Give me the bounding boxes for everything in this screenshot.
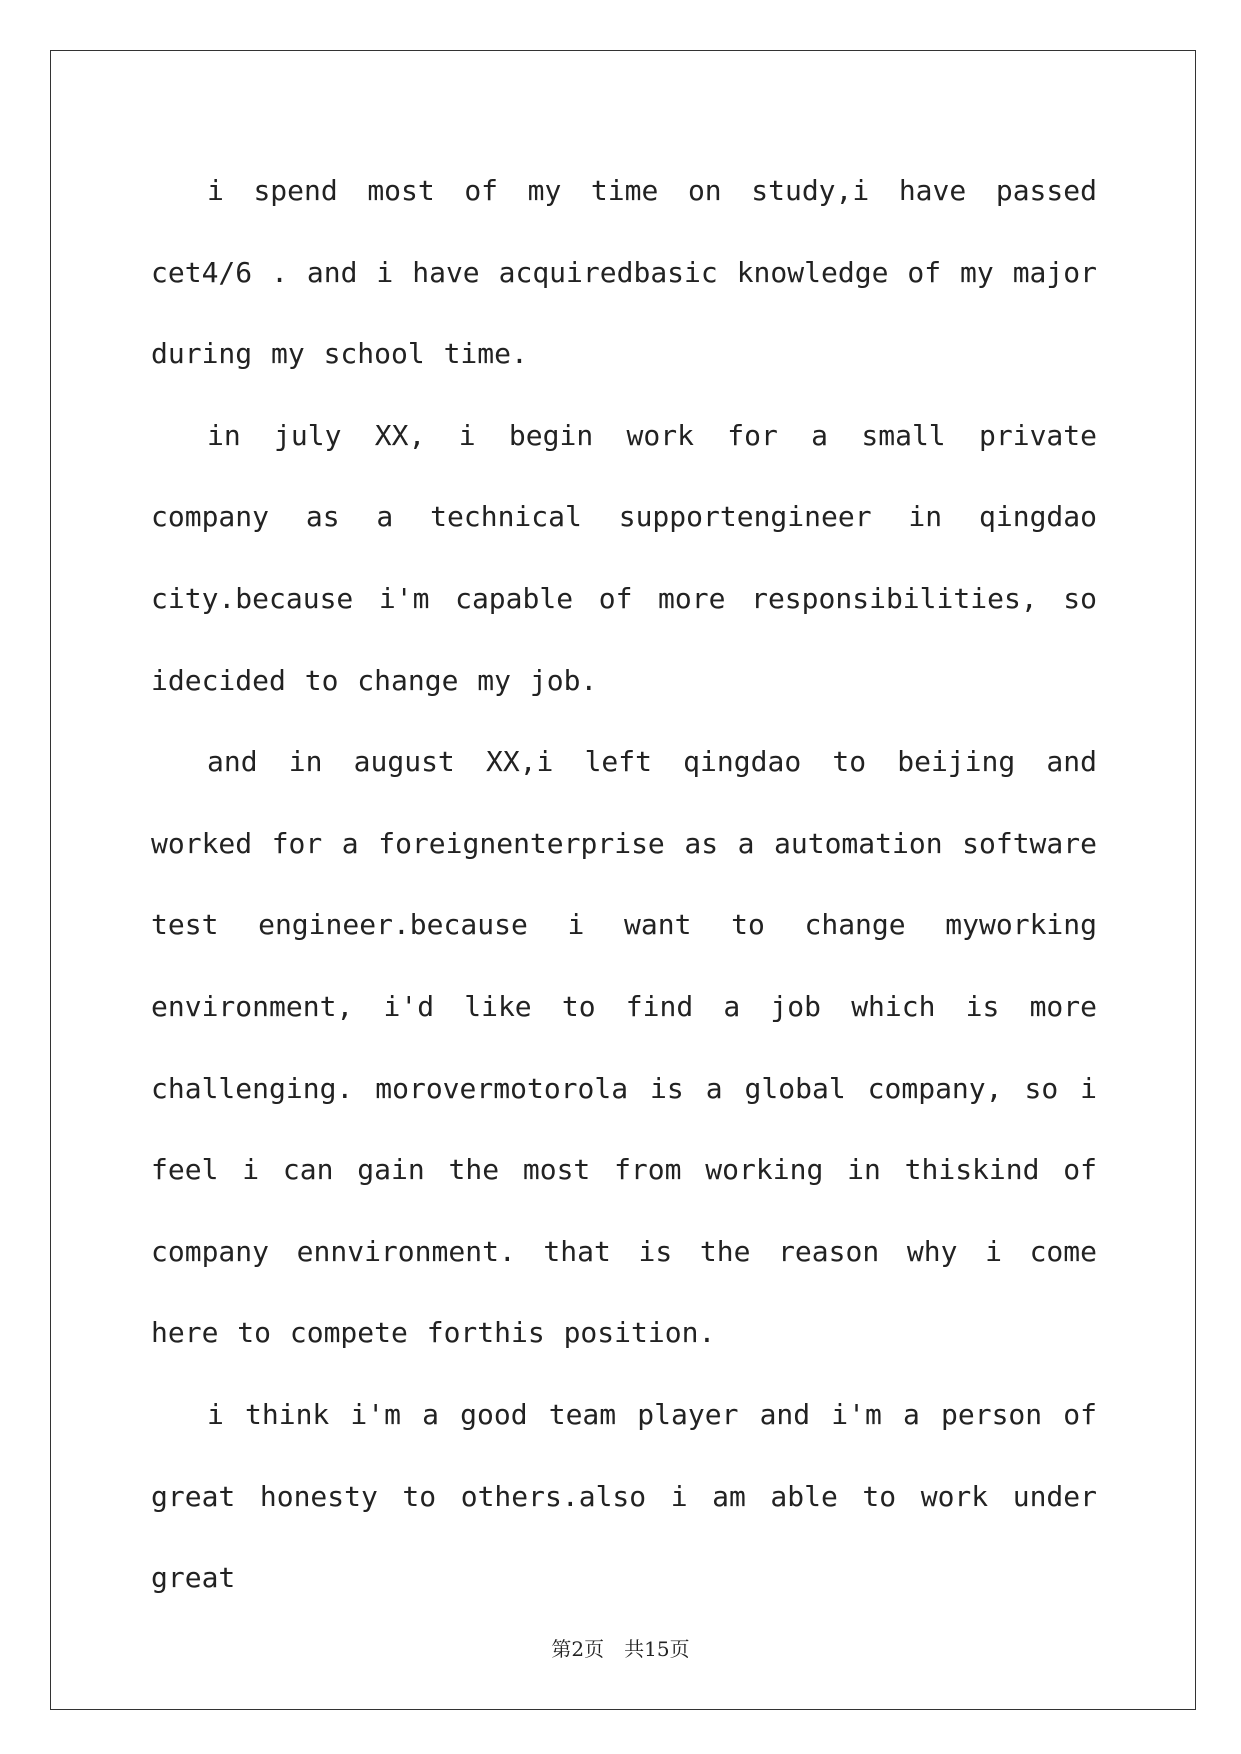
page-number-footer: 第2页 共15页 — [551, 1637, 690, 1661]
paragraph-2: in july XX, i begin work for a small private company as a technical supportengineer in qingdao city.because i'm capable of more responsibilities, so idecided to change my job. — [151, 418, 1097, 697]
paragraph-4: i think i'm a good team player and i'm a person of great honesty to others.also i am able to work under great — [151, 1397, 1097, 1595]
paragraph-3: and in august XX,i left qingdao to beijing and worked for a foreignenterprise as a automation software test engineer.because i want to change myworking environment, i'd like to find a job which is more challenging. morovermotorola is a global company, so i feel i can gain the most from working in thiskind of company ennvironment. that is the reason why i come here to compete forthis position. — [151, 745, 1097, 1350]
document-body — [151, 150, 1097, 1619]
paragraph-1: i spend most of my time on study,i have passed cet4/6 . and i have acquiredbasic knowledge of my major during my school time. — [151, 174, 1097, 371]
